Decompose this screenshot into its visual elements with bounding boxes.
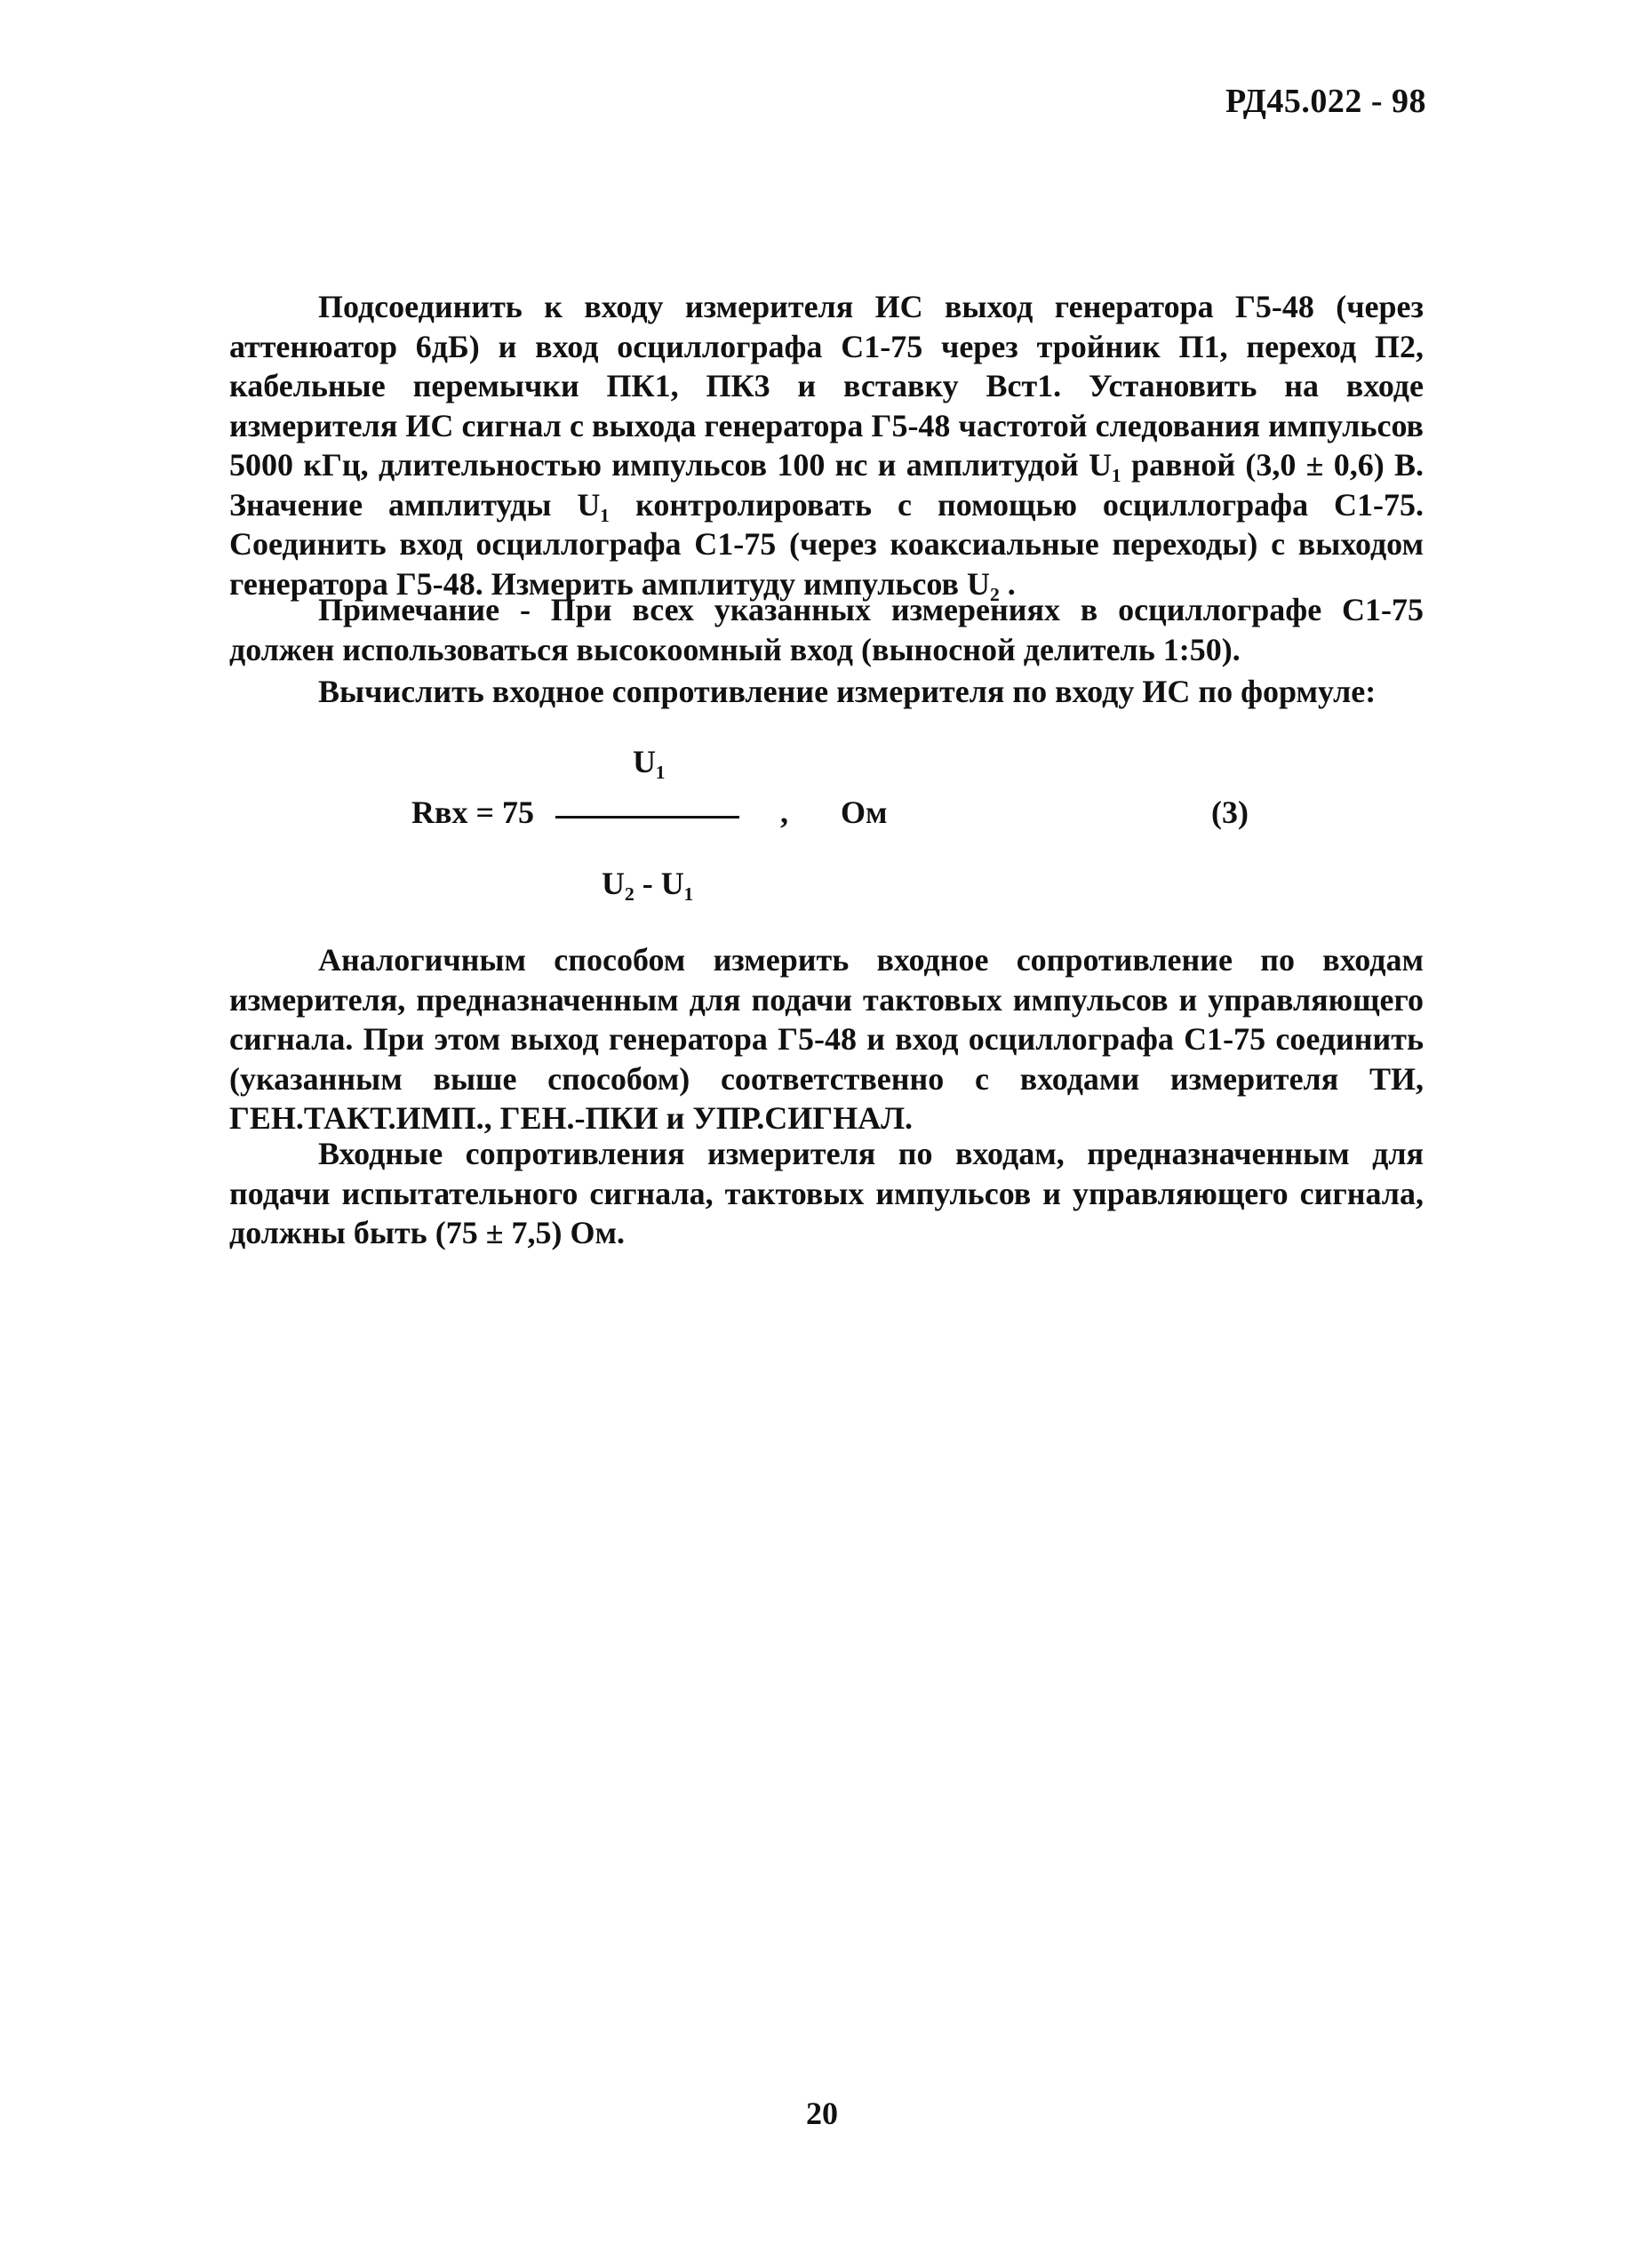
paragraph-note [229,590,1424,669]
paragraph-other-inputs [229,940,1424,1138]
paragraph-text: Входные сопротивления измерителя по входам, предназначенным для подачи испытательного сигнала, тактовых импульсов и управляющего сигнала, должны быть (75 ± 7,5) Ом. [229,1136,1424,1250]
paragraph-requirement [229,1134,1424,1253]
paragraph-connection-setup [229,287,1424,603]
paragraph-text: Аналогичным способом измерить входное сопротивление по входам измерителя, предназначенным для подачи тактовых импульсов и управляющего сигнала. При этом выход генератора Г5-48 и вход осциллографа С1-75 соединить (указанным выше способом) соответственно с входами измерителя ТИ, ГЕН.ТАКТ.ИМП., ГЕН.-ПКИ и УПР.СИГНАЛ. [229,942,1424,1136]
paragraph-text: Вычислить входное сопротивление измерителя по входу ИС по формуле: [318,674,1377,709]
formula-lhs: Rвх = 75 [411,795,534,830]
document-code: РД45.022 - 98 [1225,83,1426,120]
formula-unit: Ом [841,795,888,830]
formula-number: (3) [1211,795,1249,830]
paragraph-text: Примечание - При всех указанных измерениях в осциллографе С1-75 должен использоваться высокоомный вход (выносной делитель 1:50). [229,592,1424,667]
page-number: 20 [806,2096,838,2131]
paragraph-formula-intro [229,672,1424,712]
fraction-bar [555,816,739,819]
paragraph-text: Подсоединить к входу измерителя ИС выход генератора Г5-48 (через аттенюатор 6дБ) и вход осциллографа С1-75 через тройник П1, переход П2, кабельные перемычки ПК1, ПК3 и вставку Вст1. Установить на входе измерителя ИС сигнал с выхода генератора Г5-48 частотой следования импульсов 5000 кГц, длительностью импульсов 100 нс и амплитудой U₁ равной (3,0 ± 0,6) В. Значение амплитуды U₁ контролировать с помощью осциллографа С1-75. Соединить вход осциллографа С1-75 (через коаксиальные переходы) с выходом генератора Г5-48. Измерить амплитуду импульсов U₂ . [229,289,1424,602]
formula-comma: , [780,795,788,830]
formula-numerator: U₁ [633,744,666,779]
formula-denominator: U₂ - U₁ [602,866,694,901]
